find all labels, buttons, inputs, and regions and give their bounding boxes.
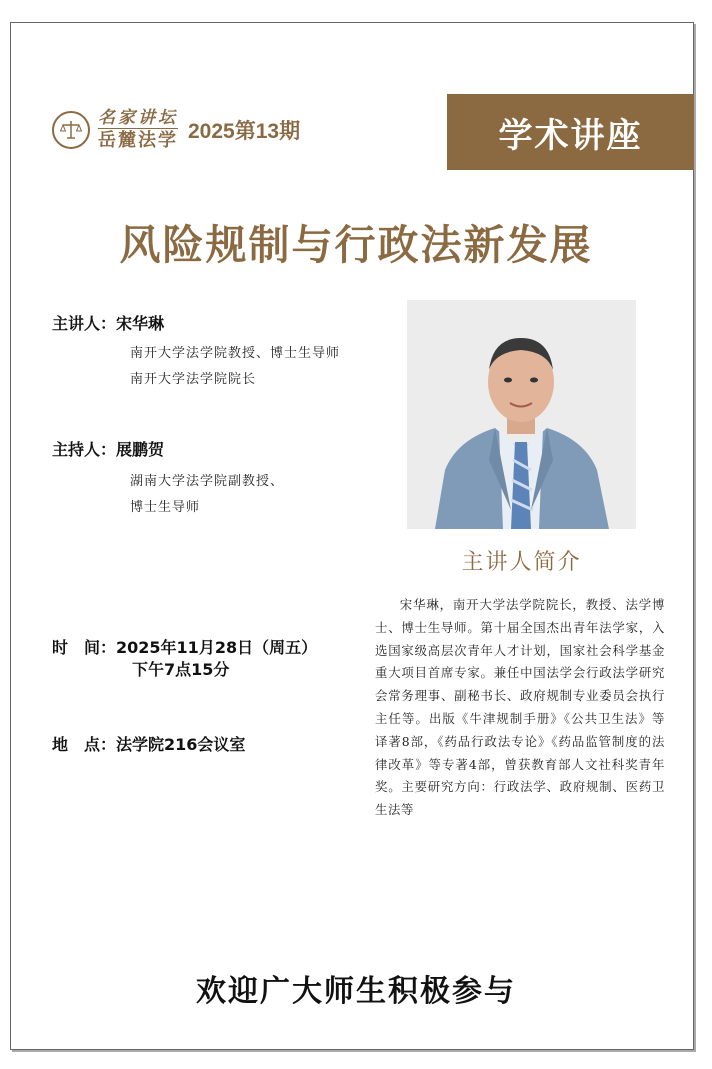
speaker-affiliation [130, 341, 340, 393]
time-label: 时 间： [52, 638, 117, 657]
place-label: 地 点： [52, 735, 117, 754]
host-name: 展鹏贺 [116, 440, 165, 459]
brand-bottom-text: 岳麓法学 [98, 130, 178, 151]
category-banner: 学术讲座 [447, 94, 694, 170]
speaker-name: 宋华琳 [116, 314, 165, 333]
header-brand [52, 108, 300, 152]
time-date: 2025年11月28日（周五） [116, 638, 318, 657]
host-label: 主持人： [52, 440, 117, 459]
host-affiliation-line: 湖南大学法学院副教授、 [130, 474, 285, 489]
welcome-footer: 欢迎广大师生积极参与 [196, 974, 516, 1009]
brand-logo [98, 108, 178, 152]
scales-emblem-icon [52, 111, 90, 149]
place-value: 法学院216会议室 [116, 735, 246, 754]
poster-frame [10, 22, 694, 1050]
speaker-photo [407, 300, 636, 529]
lecture-title: 风险规制与行政法新发展 [119, 221, 593, 269]
speaker-label: 主讲人： [52, 314, 117, 333]
speaker-affiliation-line: 南开大学法学院教授、博士生导师 [130, 346, 341, 361]
brand-top-text: 名家讲坛 [98, 108, 178, 128]
bio-text: 宋华琳，南开大学法学院院长，教授、法学博士、博士生导师。第十届全国杰出青年法学家，入选国家级高层次青年人才计划，国家社会科学基金重大项目首席专家。兼任中国法学会行政法学研究会常务理事、副秘书长、政府规制专业委员会执行主任等。出版《牛津规制手册》《公共卫生法》等译著8部，《药品行政法专论》《药品监管制度的法律改革》等专著4部，曾获教育部人文社科奖青年奖。主要研究方向：行政法学、政府规制、医药卫生法等 [375, 597, 665, 818]
time-block [52, 637, 317, 681]
host-affiliation [130, 469, 284, 521]
host-affiliation-line: 博士生导师 [130, 500, 201, 515]
speaker-affiliation-line: 南开大学法学院院长 [130, 372, 257, 387]
place-line [52, 732, 245, 755]
bio-heading: 主讲人简介 [461, 550, 582, 575]
time-hour: 下午7点15分 [132, 660, 230, 679]
issue-number: 2025第13期 [188, 120, 301, 143]
speaker-line [52, 311, 164, 334]
host-line [52, 437, 164, 460]
